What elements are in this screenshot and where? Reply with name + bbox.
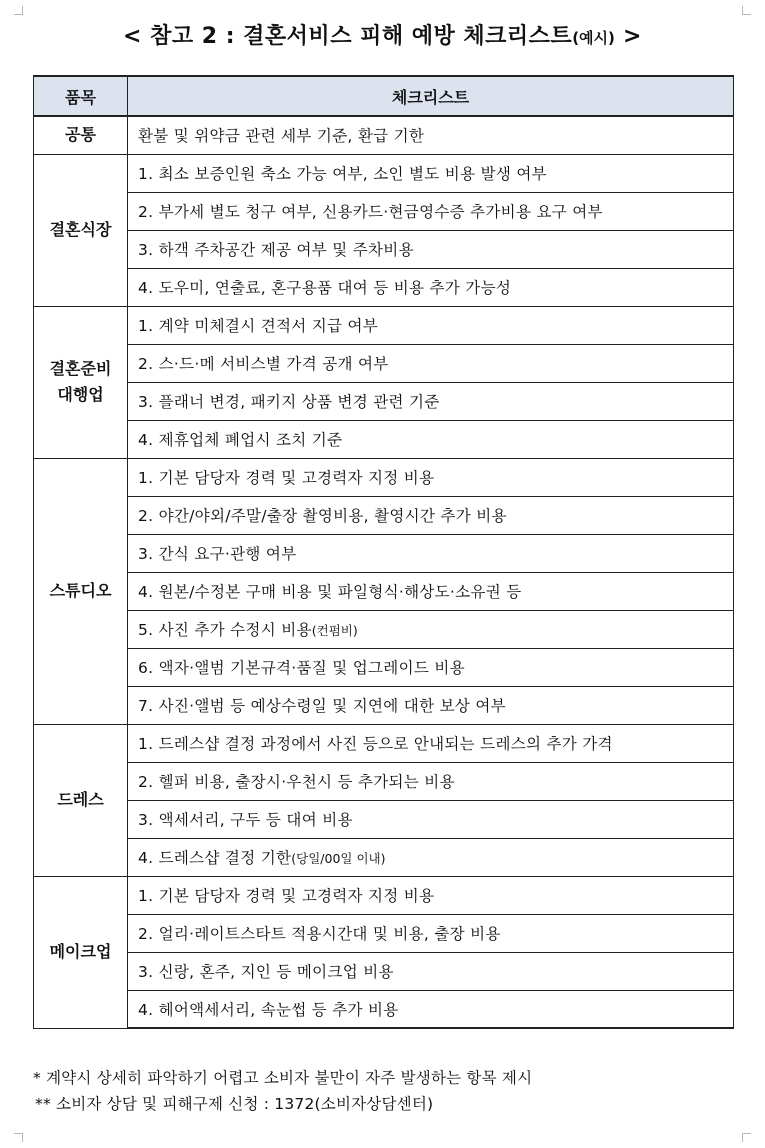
checklist-item [128, 268, 734, 306]
checklist-item [128, 762, 734, 800]
checklist-item-note: (컨펌비) [311, 623, 358, 638]
checklist-item-text: 2. 야간/야외/주말/출장 촬영비용, 촬영시간 추가 비용 [138, 507, 507, 525]
table-row [34, 572, 734, 610]
table-row [34, 800, 734, 838]
checklist-item-text: 3. 간식 요구·관행 여부 [138, 545, 297, 563]
checklist-item [128, 230, 734, 268]
footnote-1: * 계약시 상세히 파악하기 어렵고 소비자 불만이 자주 발생하는 항목 제시 [33, 1069, 533, 1087]
checklist-item-text: 1. 드레스샵 결정 과정에서 사진 등으로 안내되는 드레스의 추가 가격 [138, 735, 613, 753]
page-corner-mark [742, 1133, 751, 1142]
table-row [34, 230, 734, 268]
page-corner-mark [14, 1133, 23, 1142]
table-row [34, 648, 734, 686]
checklist-item [128, 116, 734, 154]
category-cell: 결혼준비 대행업 [34, 306, 128, 458]
checklist-item-text: 4. 원본/수정본 구매 비용 및 파일형식·해상도·소유권 등 [138, 583, 522, 601]
table-row [34, 838, 734, 876]
category-cell: 메이크업 [34, 876, 128, 1028]
page-title [0, 20, 765, 55]
checklist-item-text: 1. 기본 담당자 경력 및 고경력자 지정 비용 [138, 887, 435, 905]
checklist-item-text: 2. 얼리·레이트스타트 적용시간대 및 비용, 출장 비용 [138, 925, 501, 943]
checklist-item-text: 환불 및 위약금 관련 세부 기준, 환급 기한 [138, 127, 425, 146]
checklist-item [128, 192, 734, 230]
table-header-row [34, 76, 734, 116]
checklist-item-text: 1. 최소 보증인원 축소 가능 여부, 소인 별도 비용 발생 여부 [138, 165, 547, 183]
page-corner-mark [14, 6, 23, 15]
checklist-body [34, 116, 734, 1028]
checklist-item [128, 496, 734, 534]
checklist-item [128, 154, 734, 192]
table-row [34, 268, 734, 306]
checklist-item-text: 2. 헬퍼 비용, 출장시·우천시 등 추가되는 비용 [138, 773, 455, 791]
table-row [34, 610, 734, 648]
checklist-item-text: 3. 하객 주차공간 제공 여부 및 주차비용 [138, 241, 414, 259]
category-cell: 드레스 [34, 724, 128, 876]
checklist-item-text: 5. 사진 추가 수정시 비용 [138, 621, 312, 639]
checklist-item-text: 1. 계약 미체결시 견적서 지급 여부 [138, 317, 379, 335]
checklist-item-text: 4. 도우미, 연출료, 혼구용품 대여 등 비용 추가 가능성 [138, 279, 512, 297]
footnote-2: ** 소비자 상담 및 피해구제 신청 : 1372(소비자상담센터) [35, 1095, 434, 1113]
footnotes [35, 1065, 735, 1117]
checklist-item [128, 610, 734, 648]
header-category: 품목 [34, 76, 128, 116]
checklist-item-text: 2. 스·드·메 서비스별 가격 공개 여부 [138, 355, 389, 373]
checklist-item [128, 306, 734, 344]
checklist-item [128, 724, 734, 762]
category-cell: 결혼식장 [34, 154, 128, 306]
checklist-table [33, 75, 734, 1029]
title-suffix: (예시) [572, 29, 615, 47]
checklist-item [128, 876, 734, 914]
checklist-item-note: (당일/00일 이내) [291, 851, 386, 866]
table-row [34, 420, 734, 458]
table-row [34, 458, 734, 496]
checklist-item-text: 3. 플래너 변경, 패키지 상품 변경 관련 기준 [138, 393, 440, 411]
checklist-item-text: 7. 사진·앨범 등 예상수령일 및 지연에 대한 보상 여부 [138, 697, 506, 715]
checklist-item [128, 914, 734, 952]
checklist-item [128, 458, 734, 496]
checklist-item-text: 4. 제휴업체 폐업시 조치 기준 [138, 431, 343, 449]
title-main: < 참고 2 : 결혼서비스 피해 예방 체크리스트 [123, 24, 573, 49]
page-corner-mark [742, 6, 751, 15]
checklist-item [128, 686, 734, 724]
checklist-item [128, 838, 734, 876]
table-row [34, 686, 734, 724]
checklist-item-text: 2. 부가세 별도 청구 여부, 신용카드·현금영수증 추가비용 요구 여부 [138, 203, 603, 221]
checklist-item [128, 420, 734, 458]
checklist-item-text: 1. 기본 담당자 경력 및 고경력자 지정 비용 [138, 469, 435, 487]
table-row [34, 306, 734, 344]
checklist-item [128, 572, 734, 610]
checklist-item-text: 3. 신랑, 혼주, 지인 등 메이크업 비용 [138, 963, 394, 981]
category-cell: 스튜디오 [34, 458, 128, 724]
table-row [34, 724, 734, 762]
table-row [34, 762, 734, 800]
checklist-item [128, 990, 734, 1028]
table-row [34, 990, 734, 1028]
table-row [34, 154, 734, 192]
checklist-item-text: 4. 헤어액세서리, 속눈썹 등 추가 비용 [138, 1000, 399, 1019]
category-cell: 공통 [34, 116, 128, 154]
checklist-item [128, 382, 734, 420]
checklist-item [128, 534, 734, 572]
table-row [34, 534, 734, 572]
table-row [34, 496, 734, 534]
title-close: > [614, 24, 642, 49]
table-row [34, 876, 734, 914]
table-row [34, 116, 734, 154]
checklist-item [128, 648, 734, 686]
checklist-item [128, 344, 734, 382]
checklist-item-text: 4. 드레스샵 결정 기한 [138, 849, 292, 867]
checklist-item-text: 3. 액세서리, 구두 등 대여 비용 [138, 811, 353, 829]
checklist-item-text: 6. 액자·앨범 기본규격·품질 및 업그레이드 비용 [138, 659, 465, 677]
table-row [34, 952, 734, 990]
table-row [34, 914, 734, 952]
table-row [34, 192, 734, 230]
checklist-item [128, 800, 734, 838]
table-row [34, 382, 734, 420]
table-row [34, 344, 734, 382]
header-checklist: 체크리스트 [128, 76, 734, 116]
checklist-item [128, 952, 734, 990]
